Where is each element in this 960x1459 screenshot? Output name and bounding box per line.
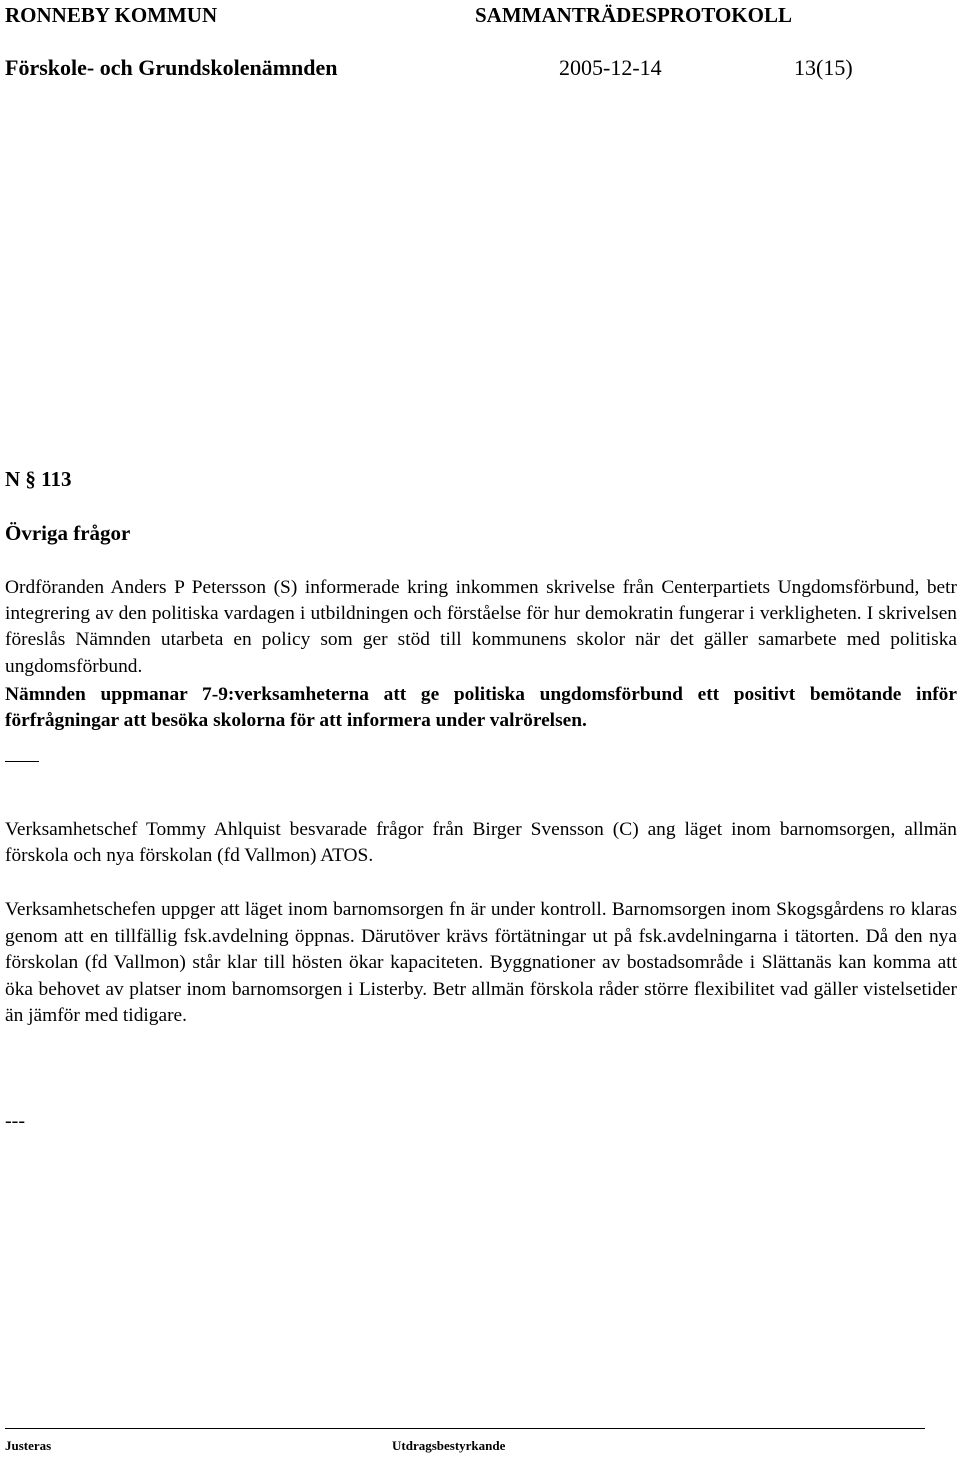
footer-justeras: Justeras xyxy=(5,1438,52,1453)
section-divider xyxy=(5,761,39,762)
footer-rule xyxy=(5,1428,925,1429)
paragraph-petition: Ordföranden Anders P Petersson (S) informerade kring inkommen skrivelse från Centerpartiets Ungdomsförbund, betr integrering av den politiska vardagen i utbildningen och förståelse för hur demokratin fungerar i verkligheten. I skrivelsen föreslås Nämnden utarbeta en policy som ger stöd till kommunens skolor när det gäller samarbete med politiska ungdomsförbund. xyxy=(5,577,957,677)
municipality-name: RONNEBY KOMMUN xyxy=(5,3,218,27)
footer-utdragsbestyrkande: Utdragsbestyrkande xyxy=(392,1438,506,1453)
section-title: Övriga frågor xyxy=(5,521,131,545)
paragraph-answer: Verksamhetschefen uppger att läget inom barnomsorgen fn är under kontroll. Barnomsorgen inom Skogsgårdens ro klaras genom att en tillfällig fsk.avdelning öppnas. Därutöver krävs förtätningar ut på fsk.avdelningarna i tätorten. Då den nya förskolan (fd Vallmon) står klar till hösten ökar kapaciteten. Byggnationer av bostadsområde i Slättanäs kan komma att öka behovet av platser inom barnomsorgen i Listerby. Betr allmän förskola råder större flexibilitet vad gäller vistelsetider än jämför med tidigare. xyxy=(5,899,957,1027)
end-marker: --- xyxy=(5,1110,25,1132)
meeting-date: 2005-12-14 xyxy=(559,55,662,80)
paragraph-decision: Nämnden uppmanar 7-9:verksamheterna att ge politiska ungdomsförbund ett positivt bemötande inför förfrågningar att besöka skolorna för att informera under valrörelsen. xyxy=(5,684,957,732)
page-number: 13(15) xyxy=(794,55,853,80)
document-type: SAMMANTRÄDESPROTOKOLL xyxy=(475,3,792,27)
paragraph-question: Verksamhetschef Tommy Ahlquist besvarade frågor från Birger Svensson (C) ang läget inom barnomsorgen, allmän förskola och nya förskolan (fd Vallmon) ATOS. xyxy=(5,819,957,867)
section-number: N § 113 xyxy=(5,467,72,491)
board-name: Förskole- och Grundskolenämnden xyxy=(5,55,338,80)
